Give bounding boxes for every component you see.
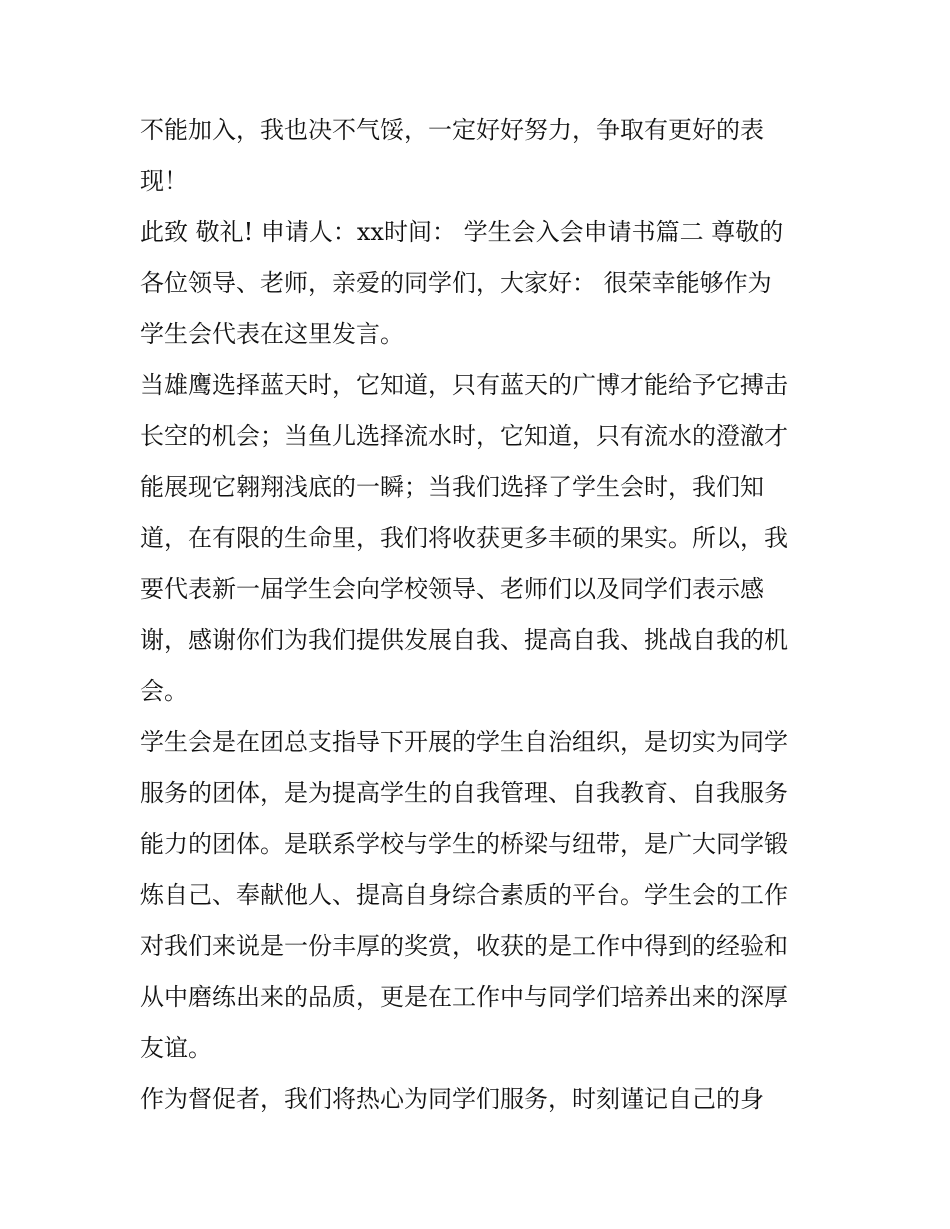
text-line: 要代表新一届学生会向学校领导、老师们以及同学们表示感: [140, 575, 764, 603]
text-line: 服务的团体，是为提高学生的自我管理、自我教育、自我服务: [140, 779, 788, 807]
text-line: 炼自己、奉献他人、提高自身综合素质的平台。学生会的工作: [140, 881, 788, 909]
text-line: 现！: [140, 167, 188, 195]
text-line: 能展现它翱翔浅底的一瞬；当我们选择了学生会时，我们知: [140, 473, 764, 501]
text-line: 谢，感谢你们为我们提供发展自我、提高自我、挑战自我的机: [140, 626, 788, 654]
text-line: 道，在有限的生命里，我们将收获更多丰硕的果实。所以，我: [140, 524, 788, 552]
text-line: 作为督促者，我们将热心为同学们服务，时刻谨记自己的身: [140, 1085, 764, 1113]
text-line: 能力的团体。是联系学校与学生的桥梁与纽带，是广大同学锻: [140, 830, 788, 858]
text-line: 从中磨练出来的品质，更是在工作中与同学们培养出来的深厚: [140, 983, 788, 1011]
text-line: 此致 敬礼! 申请人：xx时间： 学生会入会申请书篇二 尊敬的: [140, 218, 784, 246]
text-line: 会。: [140, 677, 188, 705]
text-line: 学生会是在团总支指导下开展的学生自治组织，是切实为同学: [140, 728, 788, 756]
text-line: 学生会代表在这里发言。: [140, 320, 404, 348]
text-line: 当雄鹰选择蓝天时，它知道，只有蓝天的广博才能给予它搏击: [140, 371, 788, 399]
document-body: [140, 105, 820, 1125]
text-line: 长空的机会；当鱼儿选择流水时，它知道，只有流水的澄澈才: [140, 422, 788, 450]
text-line: 不能加入，我也决不气馁，一定好好努力，争取有更好的表: [140, 116, 764, 144]
text-line: 各位领导、老师，亲爱的同学们，大家好： 很荣幸能够作为: [140, 269, 772, 297]
text-line: 对我们来说是一份丰厚的奖赏，收获的是工作中得到的经验和: [140, 932, 788, 960]
text-line: 友谊。: [140, 1034, 212, 1062]
